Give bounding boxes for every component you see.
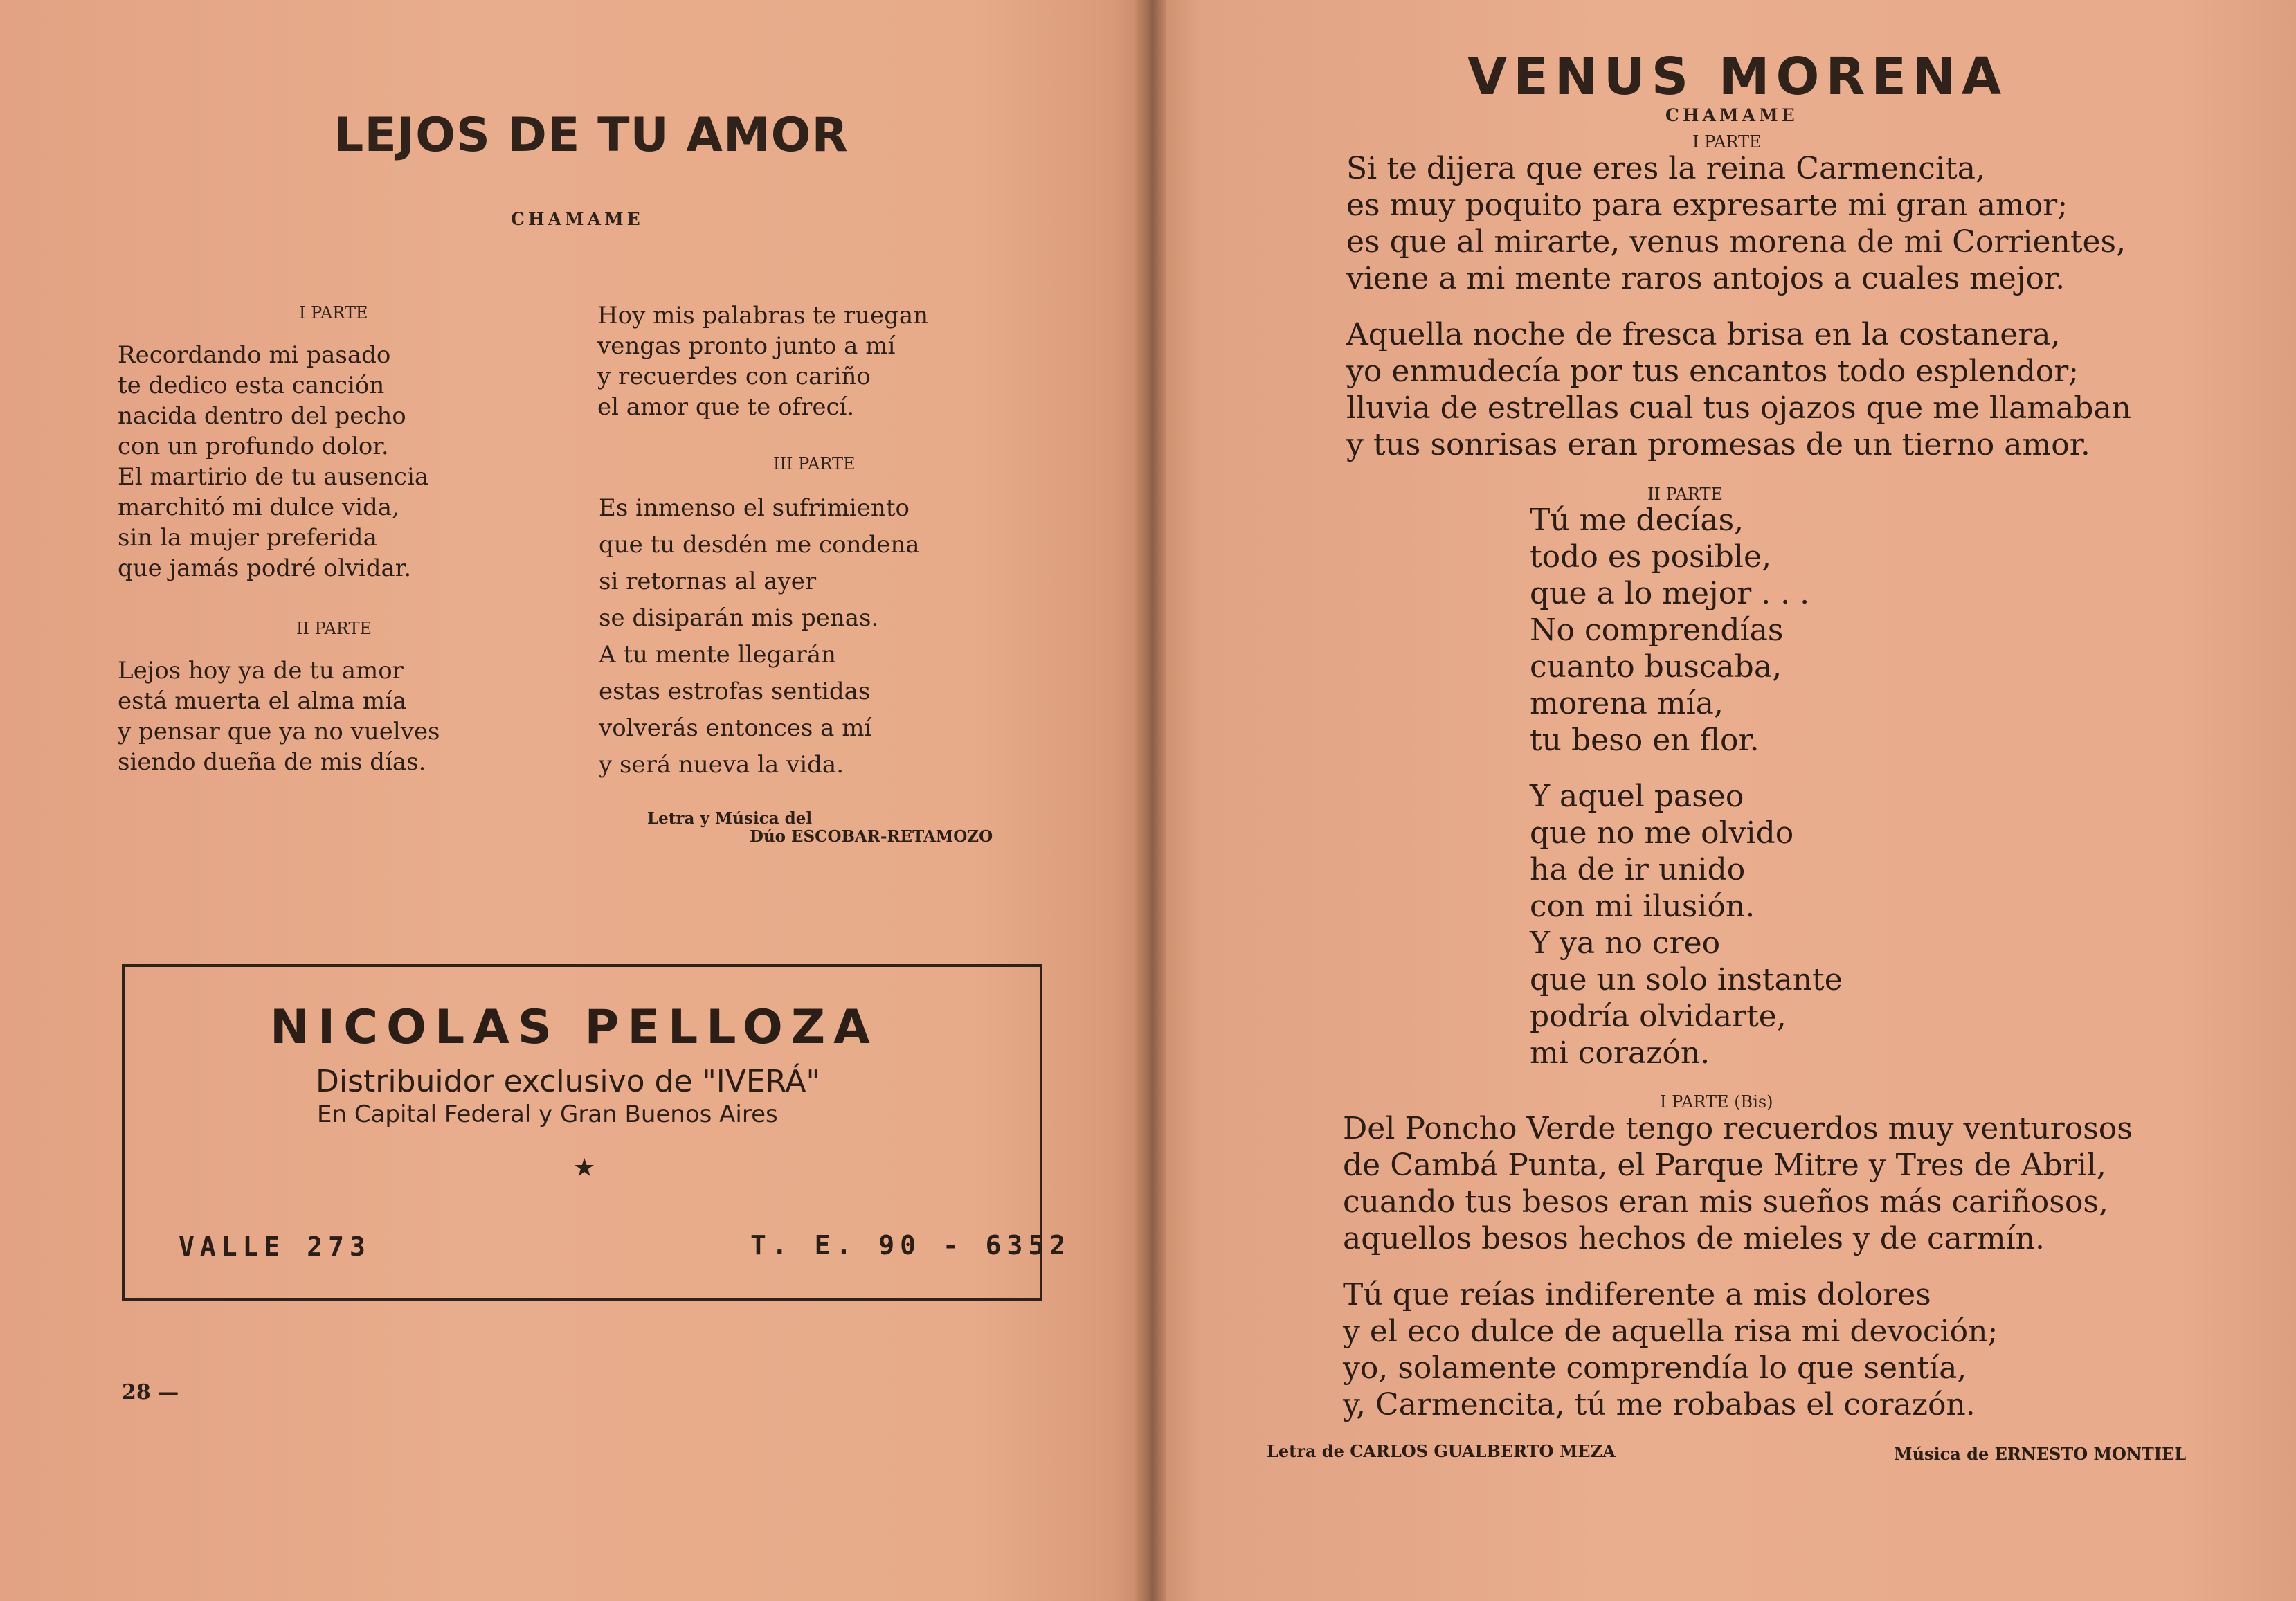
ad-name: NICOLAS PELLOZA xyxy=(270,1000,878,1055)
verse-line: lluvia de estrellas cual tus ojazos que me llamaban xyxy=(1346,390,2131,426)
verse-line: que no me olvido xyxy=(1530,815,1794,851)
verse-line: aquellos besos hechos de mieles y de carmín. xyxy=(1343,1221,2045,1256)
verse-line: que tu desdén me condena xyxy=(599,531,920,559)
verse-line: se disiparán mis penas. xyxy=(599,604,879,632)
verse-line: nacida dentro del pecho xyxy=(118,402,406,430)
verse-line: y el eco dulce de aquella risa mi devoción; xyxy=(1343,1314,1998,1349)
verse-line: si retornas al ayer xyxy=(599,568,817,595)
advertisement-box xyxy=(122,964,1072,1301)
verse-line: cuanto buscaba, xyxy=(1530,649,1782,685)
ad-area: En Capital Federal y Gran Buenos Aires xyxy=(317,1101,778,1128)
verse-line: marchitó mi dulce vida, xyxy=(118,494,399,521)
verse-line: vengas pronto junto a mí xyxy=(597,332,896,360)
part-label: I PARTE (Bis) xyxy=(1660,1092,1773,1112)
credit-line: Dúo ESCOBAR-RETAMOZO xyxy=(750,827,993,846)
verse-line: que a lo mejor . . . xyxy=(1530,576,1810,611)
verse-line: cuando tus besos eran mis sueños más cariñosos, xyxy=(1343,1184,2108,1220)
verse-block xyxy=(597,300,928,422)
verse-line: de Cambá Punta, el Parque Mitre y Tres de Abril, xyxy=(1343,1148,2106,1183)
verse-line: morena mía, xyxy=(1530,686,1724,721)
book-spine xyxy=(1135,0,1166,1601)
page-number: 28 — xyxy=(122,1380,179,1404)
ad-subtitle: Distribuidor exclusivo de "IVERÁ" xyxy=(316,1064,820,1099)
credit-music: Música de ERNESTO MONTIEL xyxy=(1894,1444,2187,1464)
verse-line: Y aquel paseo xyxy=(1530,779,1744,814)
verse-line: y tus sonrisas eran promesas de un tierno amor. xyxy=(1346,427,2090,462)
ad-address: VALLE 273 xyxy=(179,1231,371,1262)
verse-line: yo enmudecía por tus encantos todo esplendor; xyxy=(1346,354,2079,389)
verse-block xyxy=(1530,778,1843,1071)
verse-block xyxy=(1343,1110,2133,1257)
verse-line: y será nueva la vida. xyxy=(599,751,844,779)
verse-line: yo, solamente comprendía lo que sentía, xyxy=(1343,1350,1967,1386)
verse-block xyxy=(118,340,428,584)
verse-line: te dedico esta canción xyxy=(118,372,385,399)
part-label: II PARTE xyxy=(296,619,372,638)
verse-line: El martirio de tu ausencia xyxy=(118,463,429,491)
verse-line: todo es posible, xyxy=(1530,539,1771,575)
verse-line: volverás entonces a mí xyxy=(599,714,872,742)
verse-line: y recuerdes con cariño xyxy=(597,363,871,390)
verse-line: viene a mi mente raros antojos a cuales mejor. xyxy=(1346,261,2066,296)
verse-line: Si te dijera que eres la reina Carmencita, xyxy=(1346,151,1985,186)
verse-line: con mi ilusión. xyxy=(1530,889,1755,924)
verse-line: Del Poncho Verde tengo recuerdos muy venturosos xyxy=(1343,1111,2133,1146)
part-label: II PARTE xyxy=(1647,485,1724,504)
verse-line: Y ya no creo xyxy=(1530,925,1721,961)
verse-block xyxy=(1346,150,2126,297)
verse-line: ha de ir unido xyxy=(1530,852,1746,887)
verse-line: que jamás podré olvidar. xyxy=(118,554,412,582)
verse-block xyxy=(1346,316,2131,463)
verse-line: es que al mirarte, venus morena de mi Corrientes, xyxy=(1346,224,2126,260)
verse-line: siendo dueña de mis días. xyxy=(118,748,426,776)
verse-line: Es inmenso el sufrimiento xyxy=(599,494,910,522)
credit-line: Letra y Música del xyxy=(647,809,813,828)
verse-line: es muy poquito para expresarte mi gran amor; xyxy=(1346,188,2068,223)
verse-line: Tú que reías indiferente a mis dolores xyxy=(1343,1277,1931,1312)
verse-line: está muerta el alma mía xyxy=(118,687,407,715)
part-label: I PARTE xyxy=(299,303,368,323)
verse-line: Tú me decías, xyxy=(1530,503,1744,538)
verse-line: No comprendías xyxy=(1530,613,1784,648)
verse-line: Aquella noche de fresca brisa en la costanera, xyxy=(1346,317,2061,352)
verse-line: A tu mente llegarán xyxy=(599,641,836,669)
verse-line: podría olvidarte, xyxy=(1530,999,1787,1034)
verse-line: mi corazón. xyxy=(1530,1035,1710,1071)
verse-line: y, Carmencita, tú me robabas el corazón. xyxy=(1343,1387,1976,1422)
verse-line: Lejos hoy ya de tu amor xyxy=(118,657,404,685)
credit-lyrics: Letra de CARLOS GUALBERTO MEZA xyxy=(1267,1441,1616,1461)
star-icon: ★ xyxy=(573,1154,596,1182)
verse-line: y pensar que ya no vuelves xyxy=(118,718,440,745)
verse-block xyxy=(1343,1276,1998,1423)
song-title: LEJOS DE TU AMOR xyxy=(334,108,849,163)
verse-line: Recordando mi pasado xyxy=(118,341,391,369)
verse-block xyxy=(118,655,440,777)
verse-line: con un profundo dolor. xyxy=(118,433,389,460)
song-genre: CHAMAME xyxy=(511,209,644,229)
left-page xyxy=(0,0,1146,1601)
song-genre: CHAMAME xyxy=(1665,105,1798,125)
verse-line: el amor que te ofrecí. xyxy=(597,393,855,421)
verse-line: tu beso en flor. xyxy=(1530,723,1760,758)
verse-block xyxy=(599,490,920,784)
verse-line: que un solo instante xyxy=(1530,962,1843,997)
verse-line: estas estrofas sentidas xyxy=(599,678,871,705)
verse-line: sin la mujer preferida xyxy=(118,524,377,552)
right-page xyxy=(1156,0,2296,1601)
part-label: III PARTE xyxy=(773,454,856,473)
ad-phone: T. E. 90 - 6352 xyxy=(750,1230,1072,1260)
part-label: I PARTE xyxy=(1692,132,1762,152)
verse-block xyxy=(1530,502,1809,759)
song-title: VENUS MORENA xyxy=(1467,47,2008,107)
verse-line: Hoy mis palabras te ruegan xyxy=(597,302,929,329)
